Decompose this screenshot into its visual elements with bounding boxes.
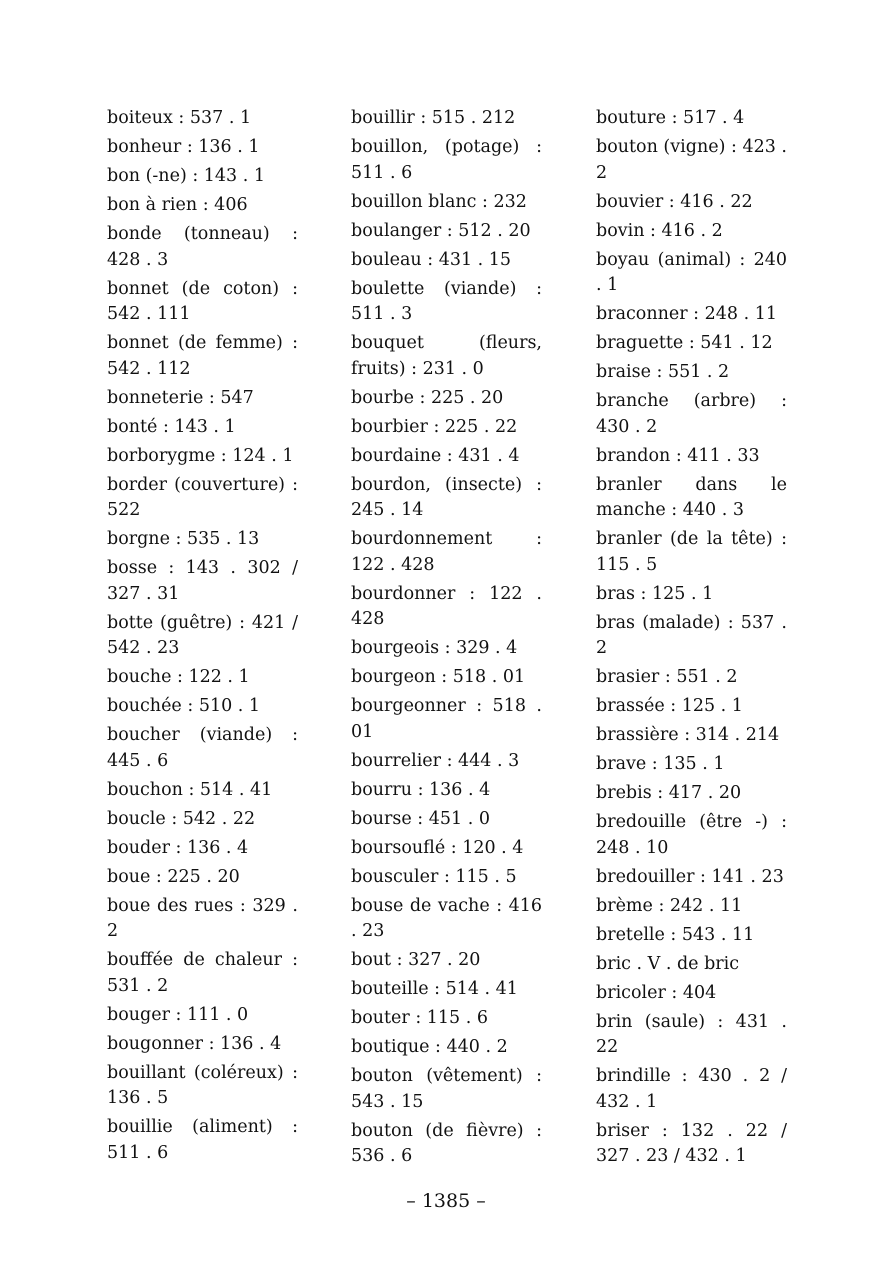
index-entry: boulanger : 512 . 20 (351, 220, 531, 241)
index-entry: bout : 327 . 20 (351, 950, 481, 970)
index-entry: branler (de la tête) : 115 . 5 (596, 529, 787, 575)
index-entry: bonnet (de femme) : 542 . 112 (107, 333, 298, 379)
index-column-3 (596, 106, 787, 1173)
index-entry: bousculer : 115 . 5 (351, 866, 517, 887)
index-entry: bourdaine : 431 . 4 (351, 445, 520, 466)
index-entry: borborygme : 124 . 1 (107, 445, 294, 466)
index-entry: border (couverture) : 522 (107, 474, 298, 520)
index-entry: boiteux : 537 . 1 (107, 108, 252, 128)
index-entry: bourbier : 225 . 22 (351, 416, 518, 437)
index-entry: brebis : 417 . 20 (596, 783, 742, 803)
index-entry: brassée : 125 . 1 (596, 696, 743, 716)
index-entry: bouillant (coléreux) : 136 . 5 (107, 1062, 298, 1108)
index-entry: bonneterie : 547 (107, 387, 254, 408)
index-entry: boursouflé : 120 . 4 (351, 837, 524, 858)
index-entry: bretelle : 543 . 11 (596, 924, 755, 945)
index-entry: bouleau : 431 . 15 (351, 249, 512, 270)
index-entry: bon (-ne) : 143 . 1 (107, 166, 266, 186)
index-entry: borgne : 535 . 13 (107, 529, 260, 549)
index-entry: bouton (vigne) : 423 . 2 (596, 137, 787, 183)
index-entry: bourdonner : 122 . 428 (351, 583, 542, 629)
index-entry: botte (guêtre) : 421 / 542 . 23 (107, 612, 298, 658)
index-entry: bonnet (de coton) : 542 . 111 (107, 278, 298, 324)
index-entry: bouillon, (potage) : 511 . 6 (351, 137, 542, 183)
index-entry: bredouiller : 141 . 23 (596, 866, 784, 887)
index-entry: bourru : 136 . 4 (351, 779, 491, 800)
index-entry: branler dans le manche : 440 . 3 (596, 474, 787, 520)
index-column-2 (351, 106, 542, 1173)
index-entry: boucher (viande) : 445 . 6 (107, 725, 298, 771)
index-entry: braconner : 248 . 11 (596, 304, 777, 324)
index-entry: bourdonnement : 122 . 428 (351, 529, 542, 575)
index-entry: brème : 242 . 11 (596, 895, 743, 916)
index-entry: boyau (animal) : 240 . 1 (596, 249, 787, 295)
index-entry: brassière : 314 . 214 (596, 725, 780, 745)
index-entry: bouffée de chaleur : 531 . 2 (107, 950, 298, 996)
index-entry: bric . V . de bric (596, 953, 740, 974)
index-entry: brasier : 551 . 2 (596, 667, 738, 687)
index-entry: boutique : 440 . 2 (351, 1037, 508, 1057)
index-entry: boue : 225 . 20 (107, 866, 240, 887)
index-entry: bonté : 143 . 1 (107, 416, 236, 437)
index-entry: bonheur : 136 . 1 (107, 137, 260, 157)
index-entry: bourbe : 225 . 20 (351, 387, 504, 408)
index-entry: bosse : 143 . 302 / 327 . 31 (107, 558, 298, 604)
index-entry: bourgeon : 518 . 01 (351, 667, 526, 687)
index-entry: bon à rien : 406 (107, 195, 248, 215)
index-entry: bouillie (aliment) : 511 . 6 (107, 1117, 298, 1163)
index-entry: branche (arbre) : 430 . 2 (596, 391, 787, 437)
index-entry: bourgeonner : 518 . 01 (351, 696, 542, 742)
index-entry: brin (saule) : 431 . 22 (596, 1011, 787, 1057)
index-entry: braguette : 541 . 12 (596, 333, 773, 353)
page-number: – 1385 – (406, 1190, 486, 1212)
index-entry: bouche : 122 . 1 (107, 667, 250, 687)
index-entry: bourdon, (insecte) : 245 . 14 (351, 474, 542, 520)
index-entry: bouillir : 515 . 212 (351, 108, 516, 128)
index-entry: bouvier : 416 . 22 (596, 191, 753, 212)
index-entry: brandon : 411 . 33 (596, 445, 760, 466)
index-entry: bras (malade) : 537 . 2 (596, 612, 787, 658)
index-entry: briser : 132 . 22 / 327 . 23 / 432 . 1 (596, 1120, 787, 1166)
index-entry: brave : 135 . 1 (596, 754, 725, 774)
index-entry: boue des rues : 329 . 2 (107, 895, 298, 941)
index-entry: bouteille : 514 . 41 (351, 979, 518, 999)
index-entry: bouchée : 510 . 1 (107, 696, 261, 716)
index-entry: bonde (tonneau) : 428 . 3 (107, 224, 298, 270)
index-entry: bourse : 451 . 0 (351, 808, 490, 829)
index-entry: bouquet (fleurs, fruits) : 231 . 0 (351, 333, 542, 379)
index-entry: bredouille (être -) : 248 . 10 (596, 812, 787, 858)
index-entry: boucle : 542 . 22 (107, 808, 256, 829)
index-entry: bouton (de fièvre) : 536 . 6 (351, 1120, 542, 1166)
index-entry: bourrelier : 444 . 3 (351, 750, 520, 771)
index-column-1 (107, 106, 298, 1170)
index-entry: braise : 551 . 2 (596, 362, 730, 382)
index-entry: bouse de vache : 416 . 23 (351, 895, 542, 941)
index-entry: brindille : 430 . 2 / 432 . 1 (596, 1066, 787, 1112)
index-entry: bouter : 115 . 6 (351, 1008, 489, 1028)
index-entry: boulette (viande) : 511 . 3 (351, 278, 542, 324)
index-entry: bouture : 517 . 4 (596, 108, 745, 128)
index-entry: bouder : 136 . 4 (107, 837, 249, 858)
index-entry: bras : 125 . 1 (596, 583, 714, 604)
index-entry: bricoler : 404 (596, 982, 717, 1003)
index-entry: bougonner : 136 . 4 (107, 1033, 282, 1054)
index-entry: bovin : 416 . 2 (596, 220, 723, 241)
index-entry: bourgeois : 329 . 4 (351, 638, 518, 658)
index-entry: bouchon : 514 . 41 (107, 779, 273, 800)
index-entry: bouillon blanc : 232 (351, 191, 527, 212)
index-entry: bouger : 111 . 0 (107, 1004, 249, 1025)
index-entry: bouton (vêtement) : 543 . 15 (351, 1066, 542, 1112)
